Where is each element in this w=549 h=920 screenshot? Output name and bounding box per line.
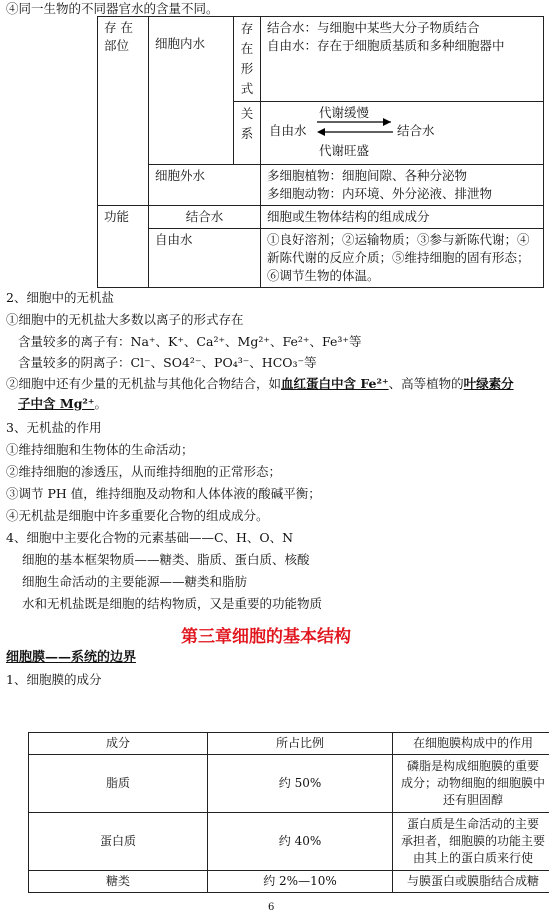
membrane-table (28, 732, 549, 893)
chapter-title: 第三章细胞的基本结构 (181, 627, 351, 647)
free-water-function: ①良好溶剂；②运输物质；③参与新陈代谢；④ 新陈代谢的反应介质；⑤维持细胞的固有形态； ⑥调节生物的体温。 (261, 229, 544, 288)
form-label: 存 在 形 式 (234, 17, 261, 102)
function-label: 功能 (98, 206, 149, 288)
section-2-title: 2、细胞中的无机盐 (6, 290, 114, 305)
section-3-line-2: ②维持细胞的渗透压，从而维持细胞的正常形态； (6, 464, 282, 479)
section-3-title: 3、无机盐的作用 (6, 420, 102, 435)
page-number: 6 (268, 902, 275, 913)
table-row: 蛋白质 约 40% 蛋白质是生命活动的主要 承担者，细胞膜的功能主要 由其上的蛋白质来行使 (29, 813, 549, 871)
intracellular-water-label: 细胞内水 (149, 17, 234, 165)
section-2-line-1: ①细胞中的无机盐大多数以离子的形式存在 (6, 312, 244, 327)
section-4-line-2: 细胞生命活动的主要能源——糖类和脂肪 (22, 574, 248, 589)
header-component: 成分 (29, 733, 208, 755)
section-title: 细胞膜——系统的边界 (6, 650, 137, 665)
section-3-line-3: ③调节 PH 值，维持细胞及动物和人体体液的酸碱平衡； (6, 486, 321, 501)
table-row: 脂质 约 50% 磷脂是构成细胞膜的重要 成分；动物细胞的细胞膜中 还有胆固醇 (29, 755, 549, 813)
bound-water-function: 细胞或生物体结构的组成成分 (261, 206, 544, 229)
section-2-line-3: 含量较多的阴离子：Cl⁻、SO4²⁻、PO₄³⁻、HCO₃⁻等 (18, 355, 317, 370)
section-2-line-4: ②细胞中还有少量的无机盐与其他化合物结合，如血红蛋白中含 Fe²⁺、高等植物的叶绿素分 (6, 376, 514, 391)
relation-label: 关 系 (234, 102, 261, 165)
section-4-line-1: 细胞的基本框架物质——糖类、脂质、蛋白质、核酸 (22, 552, 310, 567)
header-ratio: 所占比例 (208, 733, 393, 755)
section-4-title: 4、细胞中主要化合物的元素基础——C、H、O、N (6, 530, 294, 545)
bound-water-label: 结合水 (149, 206, 261, 229)
free-water-label: 自由水 (149, 229, 261, 288)
section-3-line-1: ①维持细胞和生物体的生命活动； (6, 442, 194, 457)
table-row: 糖类 约 2%—10% 与膜蛋白或膜脂结合成糖 (29, 871, 549, 893)
location-label: 存 在 部位 (98, 17, 149, 206)
intro-line: ④同一生物的不同器官水的含量不同。 (6, 1, 219, 16)
extracellular-water-label: 细胞外水 (149, 165, 261, 206)
relation-cell: 代谢缓慢 自由水 结合水 代谢旺盛 (261, 102, 544, 165)
reversible-arrow-icon (315, 116, 395, 138)
header-role: 在细胞膜构成中的作用 (393, 733, 549, 755)
section-2-line-5: 子中含 Mg²⁺。 (18, 396, 108, 411)
water-table (97, 16, 544, 288)
sub-title: 1、细胞膜的成分 (6, 672, 102, 687)
section-3-line-4: ④无机盐是细胞中许多重要化合物的组成成分。 (6, 508, 269, 523)
section-2-line-2: 含量较多的离子有：Na⁺、K⁺、Ca²⁺、Mg²⁺、Fe²⁺、Fe³⁺等 (18, 334, 362, 349)
extracellular-water-cell: 多细胞植物：细胞间隙、各种分泌物 多细胞动物：内环境、外分泌液、排泄物 (261, 165, 544, 206)
water-form-cell: 结合水：与细胞中某些大分子物质结合 自由水：存在于细胞质基质和多种细胞器中 (261, 17, 544, 102)
section-4-line-3: 水和无机盐既是细胞的结构物质，又是重要的功能物质 (22, 596, 323, 611)
